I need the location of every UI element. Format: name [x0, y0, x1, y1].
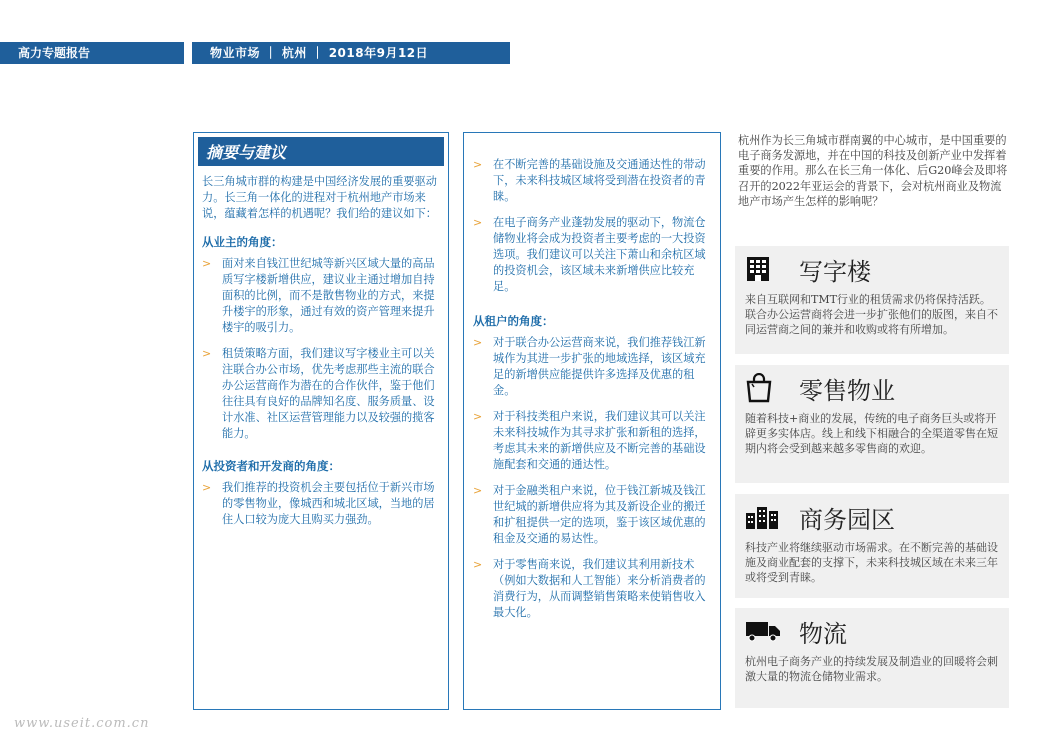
list-item: > 在不断完善的基础设施及交通通达性的带动下，未来科技城区域将受到潜在投资者的青睐。 [473, 158, 706, 203]
sector-card-office [735, 246, 1009, 354]
watermark: www.useit.com.cn [14, 716, 150, 731]
investors-list-continued [473, 157, 710, 295]
sector-card-business-park [735, 494, 1009, 598]
sector-body: 杭州电子商务产业的持续发展及制造业的回暖将会刺激大量的物流仓储物业需求。 [745, 655, 998, 684]
shopping-bag-icon [745, 373, 785, 403]
bullet-marker: > [473, 158, 483, 171]
bullet-marker: > [202, 347, 212, 360]
list-item: > 面对来自钱江世纪城等新兴区域大量的高品质写字楼新增供应，建议业主通过增加自持面积的比例，而不是散售物业的方式，来提升楼宇的形象，通过有效的资产管理来提升楼宇的吸引力。 [202, 257, 435, 334]
bullet-marker: > [473, 336, 483, 349]
truck-icon [745, 616, 785, 646]
summary-panel-left [193, 132, 449, 710]
list-item: > 租赁策略方面，我们建议写字楼业主可以关注联合办公市场，优先考虑那些主流的联合办公运营商作为潜在的合作伙伴，鉴于他们往往具有良好的品牌知名度、服务质量、设计水准、社区运营管理能力以及较强的揽客能力。 [202, 347, 435, 440]
sector-card-retail [735, 365, 1009, 483]
report-series-label: 高力专题报告 [0, 42, 184, 64]
list-item: > 对于联合办公运营商来说，我们推荐钱江新城作为其进一步扩张的地域选择，该区域充足的新增供应能提供许多选择及优惠的租金。 [473, 336, 706, 397]
sector-title: 商务园区 [799, 505, 895, 534]
owners-heading: 从业主的角度： [202, 235, 283, 249]
bullet-marker: > [473, 484, 483, 497]
sector-body: 随着科技+商业的发展，传统的电子商务巨头或将开辟更多实体店。线上和线下相融合的全渠道零售在短期内将会受到越来越多零售商的欢迎。 [745, 412, 998, 456]
list-item: > 我们推荐的投资机会主要包括位于新兴市场的零售物业，像城西和城北区域，当地的居住人口较为庞大且购买力强劲。 [202, 481, 435, 526]
report-meta-label: 物业市场 ｜ 杭州 ｜ 2018年9月12日 [192, 42, 510, 64]
sector-title: 写字楼 [799, 257, 871, 286]
business-park-icon [745, 502, 785, 532]
summary-title: 摘要与建议 [198, 137, 444, 166]
investors-list [202, 480, 438, 528]
market-intro-text: 杭州作为长三角城市群南翼的中心城市，是中国重要的电子商务发源地，并在中国的科技及创新产业中发挥着重要的作用。那么在长三角一体化、后G20峰会及即将召开的2022年亚运会的背景下，会对杭州商业及物流地产市场产生怎样的影响呢？ [738, 134, 1008, 208]
summary-intro: 长三角城市群的构建是中国经济发展的重要驱动力。长三角一体化的进程对于杭州地产市场来说，蕴藏着怎样的机遇呢？我们给的建议如下： [202, 175, 437, 220]
bullet-marker: > [473, 558, 483, 571]
owners-list [202, 256, 438, 442]
sector-body: 来自互联网和TMT行业的租赁需求仍将保持活跃。联合办公运营商将会进一步扩张他们的版图，来自不同运营商之间的兼并和收购或将有所增加。 [745, 293, 998, 337]
sector-body: 科技产业将继续驱动市场需求。在不断完善的基础设施及商业配套的支撑下，未来科技城区域在未来三年或将受到青睐。 [745, 541, 998, 585]
bullet-marker: > [473, 410, 483, 423]
list-item: > 对于科技类租户来说，我们建议其可以关注未来科技城作为其寻求扩张和新租的选择，考虑其未来的新增供应及不断完善的基础设施配套和交通的通达性。 [473, 410, 706, 471]
bullet-marker: > [202, 481, 212, 494]
investors-heading: 从投资者和开发商的角度： [202, 459, 340, 473]
tenants-heading: 从租户的角度： [473, 314, 554, 328]
list-item: > 对于零售商来说，我们建议其利用新技术（例如大数据和人工智能）来分析消费者的消费行为，从而调整销售策略来使销售收入最大化。 [473, 558, 706, 619]
summary-panel-right [463, 132, 721, 710]
sector-card-logistics [735, 608, 1009, 708]
sector-title: 物流 [799, 619, 847, 648]
sector-title: 零售物业 [799, 376, 895, 405]
tenants-list [473, 335, 710, 621]
building-icon [745, 254, 785, 284]
list-item: > 在电子商务产业蓬勃发展的驱动下，物流仓储物业将会成为投资者主要考虑的一大投资选项。我们建议可以关注下萧山和余杭区域的投资机会，该区域未来新增供应比较充足。 [473, 216, 706, 293]
bullet-marker: > [473, 216, 483, 229]
list-item: > 对于金融类租户来说，位于钱江新城及钱江世纪城的新增供应将为其及新设企业的搬迁和扩租提供一定的选项，鉴于该区域优惠的租金及交通的易达性。 [473, 484, 706, 545]
bullet-marker: > [202, 257, 212, 270]
